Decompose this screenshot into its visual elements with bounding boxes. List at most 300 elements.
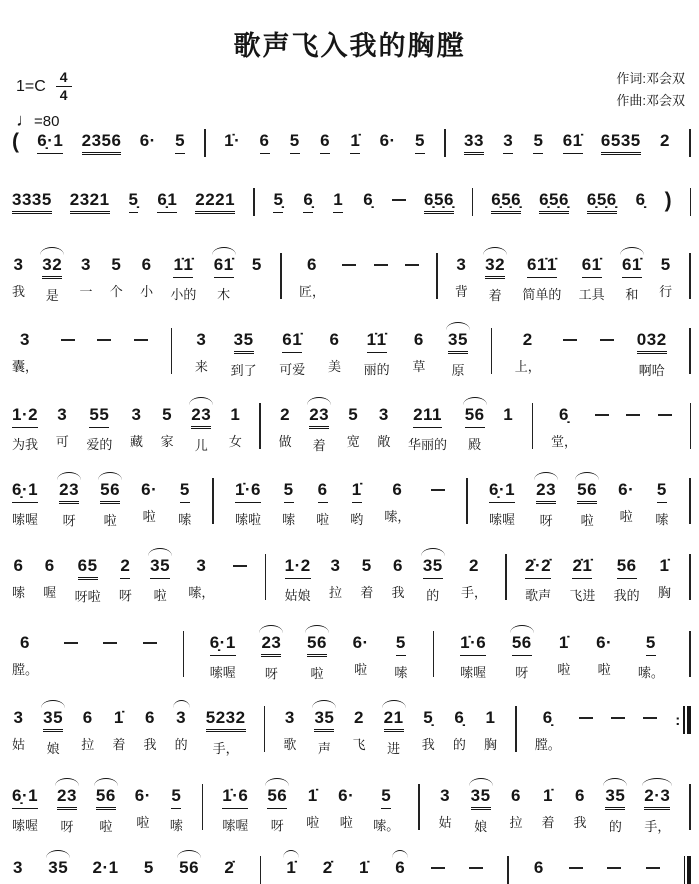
- lyric: 呀: [539, 513, 553, 528]
- note-group: [569, 556, 595, 604]
- note-digits: 2: [660, 131, 670, 150]
- note-digits: 6̣·1: [12, 480, 38, 503]
- barline: [466, 478, 468, 524]
- note-group: [362, 190, 374, 210]
- note-group: [143, 858, 155, 878]
- music-line-10: [12, 786, 691, 835]
- lyric: 爱的: [86, 437, 113, 452]
- note-digits: 3335: [12, 190, 52, 214]
- lyric: 嗦喔: [12, 818, 39, 833]
- note-digits: 3: [81, 255, 91, 274]
- parenthesis: (: [12, 130, 19, 153]
- note-group: [43, 556, 56, 601]
- note-digits: 6̣: [559, 405, 569, 424]
- barline: [183, 631, 185, 677]
- slur-arc: [212, 247, 236, 255]
- barline: [689, 253, 691, 299]
- note-group: [140, 131, 156, 151]
- note-digits: 2̇·2̇: [525, 556, 551, 579]
- lyric: 藏: [129, 434, 143, 449]
- lyric: 着: [541, 815, 555, 830]
- note-group: [289, 131, 301, 154]
- note-digits: 5: [660, 255, 671, 274]
- lyric: 小: [140, 284, 154, 299]
- note-digits: 61̇: [582, 255, 602, 278]
- slur-arc: [312, 700, 336, 708]
- note-group: [577, 480, 597, 529]
- lyric: 囊，: [12, 359, 39, 374]
- note-group: [80, 255, 93, 300]
- lyric: 嗦: [282, 512, 296, 527]
- note-digits: 5: [533, 131, 543, 154]
- note-group: [81, 708, 94, 753]
- note-group: [644, 786, 670, 835]
- note-group: [251, 255, 263, 275]
- note-digits: 1̇: [659, 556, 670, 575]
- note-group: [224, 131, 240, 151]
- note-group: [484, 708, 497, 753]
- note-group: [12, 786, 38, 834]
- note-digits: 61̇: [282, 330, 302, 353]
- note-digits: 1̇·6: [235, 480, 261, 503]
- lyric: 的: [426, 588, 440, 603]
- note-group: [57, 786, 77, 835]
- note-group: [191, 405, 211, 454]
- note-group: [412, 330, 425, 375]
- note-digits: 6·: [379, 131, 396, 150]
- lyric: 小的: [170, 287, 197, 302]
- note-group: [299, 255, 325, 300]
- note-digits: 6·: [338, 786, 355, 805]
- note-digits: 3: [176, 708, 187, 727]
- note-group: [525, 556, 551, 604]
- note-digits: 2: [469, 556, 479, 575]
- note-digits: 3: [57, 405, 68, 424]
- slur-arc: [265, 778, 289, 786]
- barline: [204, 129, 206, 157]
- duration-dash: [374, 264, 388, 266]
- note-digits: 6̣5̣6̣: [587, 190, 617, 214]
- note-digits: 5: [657, 480, 667, 503]
- note-digits: 35: [448, 330, 468, 354]
- note-digits: 6̣1: [157, 190, 177, 213]
- note-group: [485, 255, 505, 304]
- lyric: 嗦喔: [460, 665, 487, 680]
- note-digits: 5: [111, 255, 122, 274]
- lyric: 啦: [142, 509, 156, 524]
- barline: [515, 706, 517, 752]
- note-digits: 23: [309, 405, 329, 429]
- note-group: [188, 556, 214, 601]
- lyric: 拉: [509, 815, 523, 830]
- note-group: [282, 480, 295, 528]
- lyric: 上，: [514, 359, 541, 374]
- note-digits: 5: [361, 556, 372, 575]
- slur-arc: [307, 397, 331, 405]
- barline: [689, 129, 691, 157]
- barline: [171, 328, 173, 374]
- lyric: 嗦，: [188, 585, 215, 600]
- lyric: 嗦，: [384, 509, 411, 524]
- note-digits: 6̣5̣6̣: [539, 190, 569, 214]
- note-digits: 5: [348, 405, 359, 424]
- slur-arc: [603, 778, 627, 786]
- note-group: [618, 480, 634, 525]
- tempo-value: =80: [34, 112, 60, 130]
- note-group: [48, 858, 68, 878]
- barline: [260, 856, 262, 884]
- repeat-end-barline: [675, 706, 691, 734]
- note-digits: 6: [260, 131, 270, 154]
- note-group: [175, 708, 188, 753]
- music-line-2: [12, 190, 691, 216]
- lyric: 着: [488, 288, 502, 303]
- note-digits: 35: [423, 556, 443, 579]
- music-line-5: [12, 405, 691, 454]
- lyric: 做: [278, 434, 292, 449]
- lyric: 嗦喔: [222, 818, 249, 833]
- lyric: 膛。: [534, 737, 561, 752]
- lyric: 呀: [264, 666, 278, 681]
- note-group: [605, 786, 625, 835]
- note-group: [659, 131, 671, 151]
- note-digits: 6: [395, 858, 406, 877]
- note-group: [601, 131, 641, 155]
- time-signature-numerator: 4: [56, 70, 72, 87]
- note-digits: 6: [318, 480, 328, 503]
- slur-arc: [259, 625, 283, 633]
- music-line-4: [12, 330, 691, 379]
- note-digits: 23: [261, 633, 281, 657]
- note-group: [491, 190, 521, 214]
- lyric: 手，: [212, 741, 239, 756]
- note-digits: 3: [131, 405, 142, 424]
- note-digits: 6: [82, 708, 93, 727]
- lyric: 啦: [153, 588, 167, 603]
- lyric: 我: [391, 585, 405, 600]
- note-group: [522, 255, 561, 303]
- duration-dash: [61, 339, 75, 341]
- note-group: [12, 480, 38, 528]
- note-group: [285, 556, 311, 604]
- barline: [265, 554, 267, 600]
- note-group: [373, 786, 399, 834]
- note-digits: 56: [577, 480, 597, 504]
- barline: [690, 188, 692, 216]
- lyric: 呀: [118, 588, 132, 603]
- lyric: 嗦喔: [489, 512, 516, 527]
- note-digits: 2̇: [224, 858, 235, 877]
- slur-arc: [148, 548, 172, 556]
- note-digits: 55: [89, 405, 109, 428]
- note-group: [384, 708, 404, 757]
- lyric: 我: [143, 737, 157, 752]
- note-digits: 56: [100, 480, 120, 504]
- barline: [683, 706, 685, 734]
- lyric: 啦: [306, 815, 320, 830]
- note-group: [453, 708, 466, 753]
- barline: [532, 403, 534, 449]
- barline: [472, 188, 474, 216]
- note-group: [655, 480, 668, 528]
- barline: [418, 784, 420, 830]
- note-group: [279, 330, 305, 378]
- note-group: [195, 190, 235, 214]
- slur-arc: [534, 472, 558, 480]
- lyric: 着: [112, 737, 126, 752]
- slur-arc: [46, 850, 70, 858]
- note-group: [353, 633, 369, 678]
- note-digits: 6: [141, 255, 152, 274]
- lyric: 殿: [468, 437, 482, 452]
- duration-dash: [392, 199, 406, 201]
- lyric: 敞: [377, 434, 391, 449]
- duration-dash: [643, 717, 657, 719]
- note-digits: 23: [57, 786, 77, 810]
- lyric: 和: [625, 287, 639, 302]
- note-digits: 6̣: [454, 708, 465, 727]
- note-group: [141, 480, 157, 525]
- note-group: [533, 858, 545, 878]
- lyric: 手，: [461, 585, 488, 600]
- barline: [491, 328, 493, 374]
- note-digits: 3: [378, 405, 389, 424]
- note-digits: 61̇1̇: [527, 255, 557, 278]
- note-group: [157, 190, 177, 213]
- note-group: [319, 131, 331, 154]
- note-digits: 35: [605, 786, 625, 810]
- note-group: [322, 858, 334, 878]
- lyric: 膛。: [12, 662, 39, 677]
- note-group: [408, 405, 447, 453]
- note-group: [557, 633, 570, 678]
- barline: [689, 784, 691, 830]
- note-digits: 2221: [195, 190, 235, 214]
- note-group: [75, 556, 101, 605]
- note-digits: 1̇: [286, 858, 297, 877]
- note-group: [261, 633, 281, 682]
- note-group: [347, 405, 360, 450]
- note-group: [541, 786, 554, 831]
- note-group: [596, 633, 612, 678]
- lyric: 原: [451, 363, 465, 378]
- lyric: 呀: [515, 665, 529, 680]
- lyric: 啦: [354, 662, 368, 677]
- barline: [259, 403, 261, 449]
- barline: [280, 253, 282, 299]
- lyric: 手，: [644, 819, 671, 834]
- note-digits: 56: [96, 786, 116, 810]
- note-digits: 32: [42, 255, 62, 279]
- slur-arc: [40, 247, 64, 255]
- duration-dash: [134, 339, 148, 341]
- note-digits: 56: [465, 405, 485, 428]
- note-digits: 56: [617, 556, 637, 579]
- duration-dash: [97, 339, 111, 341]
- duration-dash: [103, 642, 117, 644]
- key-time-tempo-block: [16, 70, 72, 131]
- note-group: [206, 708, 246, 757]
- duration-dash: [431, 867, 445, 869]
- note-group: [12, 330, 38, 375]
- note-digits: 1̇: [542, 786, 553, 805]
- note-group: [214, 255, 234, 303]
- note-digits: 6: [413, 330, 424, 349]
- note-group: [56, 405, 69, 450]
- lyric: 啦: [619, 509, 633, 524]
- note-group: [614, 556, 640, 604]
- note-group: [235, 480, 261, 528]
- note-digits: 61̇: [214, 255, 234, 278]
- barline: [689, 554, 691, 600]
- lyric: 姑: [438, 815, 452, 830]
- note-group: [658, 556, 671, 601]
- note-group: [637, 330, 667, 379]
- lyric: 女: [228, 434, 242, 449]
- duration-dash: [563, 339, 577, 341]
- lyric: 可: [55, 434, 69, 449]
- note-digits: 56: [307, 633, 327, 657]
- note-digits: 2356: [82, 131, 122, 155]
- note-digits: 32: [485, 255, 505, 279]
- note-digits: 6·: [141, 480, 158, 499]
- lyric: 声: [317, 741, 331, 756]
- duration-dash: [405, 264, 419, 266]
- note-digits: 2̇: [322, 858, 333, 877]
- note-group: [358, 858, 370, 878]
- note-group: [170, 786, 183, 834]
- note-digits: 61̇: [622, 255, 642, 278]
- note-digits: 6̣: [303, 190, 313, 213]
- note-digits: 6: [306, 255, 317, 274]
- barline: [689, 328, 691, 374]
- slur-arc: [620, 247, 644, 255]
- lyric: 来: [194, 359, 208, 374]
- duration-dash: [569, 867, 583, 869]
- duration-dash: [595, 414, 609, 416]
- note-digits: 1̇: [558, 633, 569, 652]
- lyric: 娘: [474, 819, 488, 834]
- lyric: 的: [452, 737, 466, 752]
- note-group: [195, 330, 208, 375]
- barline: [689, 631, 691, 677]
- note-group: [82, 131, 122, 155]
- note-group: [12, 556, 25, 601]
- note-group: [377, 405, 390, 450]
- note-digits: 3: [13, 255, 24, 274]
- note-digits: 211: [413, 405, 442, 428]
- duration-dash: [607, 867, 621, 869]
- note-digits: 6: [392, 480, 403, 499]
- note-group: [59, 480, 79, 529]
- duration-dash: [626, 414, 640, 416]
- note-digits: 3: [13, 858, 23, 877]
- music-line-3: [12, 255, 691, 304]
- lyric: 家: [160, 434, 174, 449]
- lyric: 飞进: [569, 588, 596, 603]
- note-digits: 2: [354, 708, 364, 727]
- note-digits: 35: [48, 858, 69, 877]
- note-digits: 6̣·1: [12, 786, 38, 809]
- lyric: 胸: [657, 585, 671, 600]
- note-digits: 23: [191, 405, 211, 429]
- note-digits: 35: [150, 556, 170, 579]
- lyric: 简单的: [522, 287, 562, 302]
- note-group: [86, 405, 112, 453]
- note-digits: 6: [20, 633, 30, 652]
- note-digits: 6·: [139, 131, 156, 150]
- slur-arc: [421, 548, 445, 556]
- note-digits: 6: [393, 556, 404, 575]
- note-digits: 5: [162, 405, 173, 424]
- time-signature-denominator: 4: [59, 87, 68, 104]
- lyric: 丽的: [363, 362, 390, 377]
- note-digits: 1: [485, 708, 496, 727]
- note-group: [392, 556, 405, 601]
- note-digits: 2̇1̇: [572, 556, 592, 579]
- note-digits: 6·: [596, 633, 613, 652]
- note-group: [210, 633, 236, 681]
- note-group: [515, 330, 541, 375]
- note-group: [259, 131, 271, 154]
- note-group: [539, 190, 569, 214]
- slur-arc: [463, 397, 487, 405]
- note-group: [394, 633, 407, 681]
- lyric: 匠，: [298, 284, 325, 299]
- note-digits: 3: [284, 708, 295, 727]
- note-group: [12, 255, 25, 300]
- duration-dash: [233, 565, 247, 567]
- lyric: 草: [412, 359, 426, 374]
- note-group: [535, 708, 561, 753]
- note-digits: 6̣·1: [489, 480, 515, 503]
- note-digits: 6535: [601, 131, 641, 155]
- note-group: [96, 786, 116, 835]
- lyric: 拉: [81, 737, 95, 752]
- note-group: [461, 556, 487, 601]
- note-digits: 33: [464, 131, 484, 155]
- note-digits: 3: [13, 708, 24, 727]
- note-group: [364, 330, 390, 378]
- note-group: [638, 633, 664, 681]
- note-group: [128, 190, 140, 213]
- note-group: [659, 255, 672, 300]
- lyric: 我: [573, 815, 587, 830]
- note-group: [512, 633, 532, 681]
- note-digits: 2·1: [92, 858, 119, 877]
- barline: [202, 784, 204, 830]
- note-group: [349, 131, 361, 154]
- lyric: 嗦。: [373, 818, 400, 833]
- lyric: 啦: [310, 666, 324, 681]
- slur-arc: [392, 850, 408, 858]
- slur-arc: [94, 778, 118, 786]
- note-group: [43, 708, 63, 757]
- lyric: 可爱: [279, 362, 306, 377]
- note-digits: 3: [330, 556, 341, 575]
- note-group: [328, 330, 341, 375]
- note-group: [283, 708, 296, 753]
- note-digits: 3: [196, 330, 207, 349]
- music-line-1: [12, 131, 691, 157]
- lyric: 到了: [230, 363, 257, 378]
- note-group: [536, 480, 556, 529]
- lyric: 我: [421, 737, 435, 752]
- note-group: [489, 480, 515, 528]
- repeat-dots: [675, 706, 680, 734]
- lyric: 着: [360, 585, 374, 600]
- note-group: [112, 708, 125, 753]
